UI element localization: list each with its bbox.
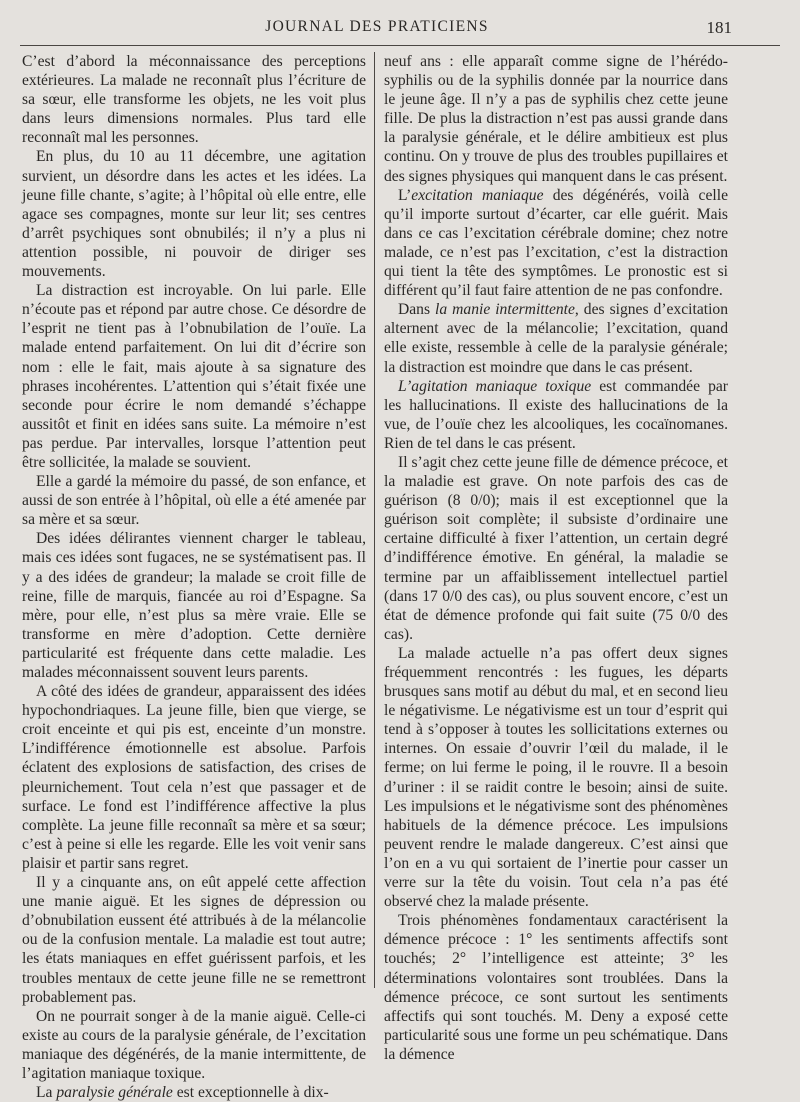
paragraph: Trois phénomènes fondamentaux caractérisent la démence précoce : 1° les sentiments affectifs sont touchés; 2° l’intelligence est atteinte; 3° les déterminations volontaires sont troublées. Dans la démence précoce, ce sont surtout les sentiments affectifs qui sont touchés. M. Deny a exposé cette particularité sous une forme un peu schématique. Dans la démence	[384, 912, 728, 1063]
right-column	[384, 52, 729, 1063]
text: Dans	[398, 301, 436, 319]
running-title: JOURNAL DES PRATICIENS	[265, 18, 489, 35]
text: est exceptionnelle à dix-	[172, 1084, 329, 1102]
paragraph: En plus, du 10 au 11 décembre, une agitation survient, un désordre dans les actes et les idées. La jeune fille chante, s’agite; à l’hôpital où elle entre, elle agace ses compagnes, monte sur leur lit; ses centres d’arrêt psychiques sont obnubilés; il n’y a plus ni attention possible, ni pouvoir de diriger ses mouvements.	[22, 148, 366, 281]
paragraph: Des idées délirantes viennent charger le tableau, mais ces idées sont fugaces, ne se systématisent pas. Il y a des idées de grandeur; la malade se croit fille de reine, fille de marquis, fiancée au roi d’Espagne. Sa mère, pour elle, n’est plus sa mère vraie. Elle se transforme en mère d’adoption. Cette dernière particularité est fréquente dans cette maladie. Les malades méconnaissent souvent leurs parents.	[22, 530, 366, 681]
paragraph: A côté des idées de grandeur, apparaissent des idées hypochondriaques. La jeune fille, bien que vierge, se croit enceinte et qui pis est, enceinte d’un monstre. L’indifférence émotionnelle est absolue. Parfois éclatent des explosions de satisfaction, des crises de pleurnichement. Tout cela n’est que passager et de surface. Le fond est l’indifférence affective la plus complète. La jeune fille reconnaît sa mère et sa sœur; c’est à peine si elle les regarde. Elle les voit venir sans plaisir et partir sans regret.	[22, 683, 366, 872]
paragraph: La distraction est incroyable. On lui parle. Elle n’écoute pas et répond par autre chose. Ce désordre de l’esprit ne tient pas à l’obnubilation de l’ouïe. La malade entend parfaitement. On lui dit d’écrire son nom : elle le fait, mais ajoute à sa signature des phrases incohérentes. L’attention qui s’était fixée une seconde pour écrire le nom demandé s’échappe aussitôt et finit en idées sans suite. La mémoire n’est pas perdue. Par intervalles, lorsque l’attention peut être sollicitée, la malade se souvient.	[22, 282, 366, 471]
paragraph: Il y a cinquante ans, on eût appelé cette affection une manie aiguë. Et les signes de dépression ou d’obnubilation eussent été attribués à de la mélancolie ou de la confusion mentale. La maladie est tout autre; les états maniaques en effet guérissent parfois, et les troubles mentaux de cette jeune fille ne se remettront probablement pas.	[22, 874, 366, 1006]
running-head	[22, 18, 732, 42]
emphasis: la manie intermittente	[435, 301, 575, 319]
paragraph-paralysie	[22, 1083, 366, 1102]
paragraph-manie-intermittente	[384, 300, 728, 376]
paragraph: C’est d’abord la méconnaissance des perceptions extérieures. La malade ne reconnaît plus l’écriture de sa sœur, elle transforme les objets, ne les voit plus dans leurs dimensions normales. Plus tard elle reconnaît mal les personnes.	[22, 53, 366, 147]
text: , des signes d’excitation alternent avec de la mélancolie; l’excitation, quand elle existe, ressemble à celle de la paralysie générale; la distraction est moindre que dans le cas présent.	[384, 301, 729, 376]
paragraph: Il s’agit chez cette jeune fille de démence précoce, et la maladie est grave. On note parfois des cas de guérison (8 0/0); mais il est exceptionnel que la guérison soit complète; il subsiste d’ordinaire une certaine difficulté à fixer l’attention, un certain degré d’indifférence émotive. En général, la maladie se termine par un affaiblissement intellectuel partiel (dans 17 0/0 des cas), ou plus souvent encore, c’est un état de démence profonde qui fait suite (75 0/0 des cas).	[384, 453, 728, 643]
text: des dégénérés, voilà celle qu’il importe surtout d’écarter, car elle guérit. Mais dans ce cas l’excitation cérébrale domine; chez notre malade, ce n’est pas l’excitation, c’est la distraction qui tient la tête des symptômes. Le pronostic est si différent qu’il faut faire attention de ne pas confondre.	[384, 186, 728, 300]
paragraph-continued: neuf ans : elle apparaît comme signe de l’hérédo-syphilis ou de la syphilis donnée par la nourrice dans le jeune âge. Il n’y a pas de syphilis chez cette jeune fille. De plus la distraction n’est pas aussi grande dans la paralysie générale, et le délire ambitieux est plus continu. On y trouve de plus des troubles pupillaires et des signes physiques qui manquent dans le cas présent.	[384, 53, 728, 185]
text: La	[36, 1084, 57, 1102]
text: est commandée par les hallucinations. Il existe des hallucinations de la vue, de l’ouïe chez les alcooliques, les cocaïnomanes. Rien de tel dans le cas présent.	[384, 377, 728, 452]
emphasis: paralysie générale	[56, 1084, 173, 1102]
page-number: 181	[706, 18, 732, 37]
emphasis: L’agitation maniaque toxique	[398, 377, 592, 395]
header-rule	[20, 45, 780, 46]
paragraph-excitation	[384, 186, 728, 301]
paragraph: La malade actuelle n’a pas offert deux signes fréquemment rencontrés : les fugues, les départs brusques sans motif au début du mal, et en second lieu le négativisme. Le négativisme est un tour d’esprit qui tend à s’opposer à toutes les sollicitations externes ou internes. On essaie d’ouvrir l’œil du malade, il le ferme; on lui ferme le poing, il le rouvre. Il a besoin d’uriner : il se raidit contre le besoin; ainsi de suite. Les impulsions et le négativisme sont des phénomènes habituels de la démence précoce. Les impulsions peuvent rendre le malade dangereux. C’est ainsi que l’on en a vu qui sortaient de l’inertie pour casser un verre sur la tête du voisin. Tout cela n’a pas été observé chez la malade présente.	[384, 644, 728, 911]
paragraph: Elle a gardé la mémoire du passé, de son enfance, et aussi de son entrée à l’hôpital, où elle a été amenée par sa mère et sa sœur.	[22, 473, 366, 529]
paragraph: On ne pourrait songer à de la manie aiguë. Celle-ci existe au cours de la paralysie générale, de l’excitation maniaque des dégénérés, de la manie intermittente, de l’agitation maniaque toxique.	[22, 1007, 366, 1082]
emphasis: excitation maniaque	[411, 186, 544, 204]
paragraph-agitation-toxique	[384, 377, 728, 453]
left-column	[22, 52, 366, 1102]
column-divider	[374, 52, 375, 988]
text: L’	[398, 186, 412, 204]
